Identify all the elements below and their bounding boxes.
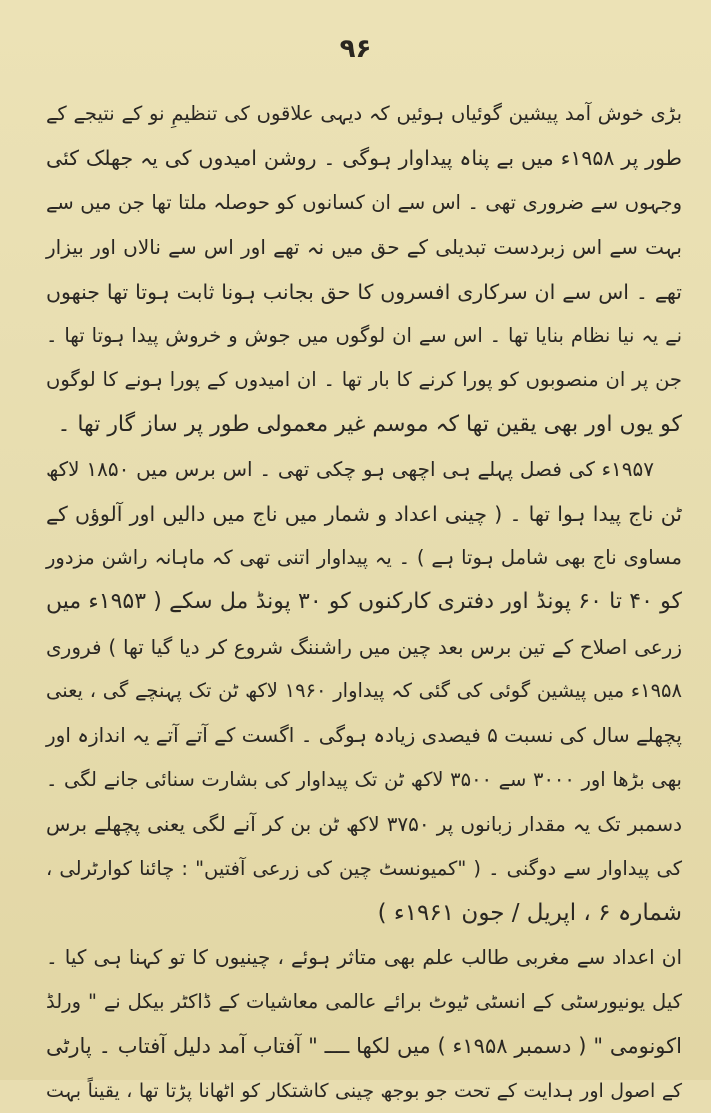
text-line: ٹن ناج پیدا ہوا تھا ۔ ( چینی اعداد و شمار میں ناج میں دالیں اور آلوؤں کے (46, 501, 682, 526)
text-line: ۱۹۵۸ء میں پیشین گوئی کی گئی کہ پیداوار ۱۹۶۰ لاکھ ٹن تک پہنچے گی ، یعنی (46, 679, 682, 703)
text-line: طور پر ۱۹۵۸ء میں بے پناہ پیداوار ہوگی ۔ روشن امیدوں کی یہ جھلک کئی (46, 146, 682, 171)
text-line: ۱۹۵۷ء کی فصل پہلے ہی اچھی ہو چکی تھی ۔ اس برس میں ۱۸۵۰ لاکھ (46, 457, 654, 482)
text-line: کے اصول اور ہدایت کے تحت جو بوجھ چینی کاشتکار کو اٹھانا پڑتا تھا ، یقیناً بہت (46, 1079, 682, 1102)
text-line: بہت سے اس زبردست تبدیلی کے حق میں نہ تھے اور اس سے نالاں اور بیزار (46, 235, 682, 260)
text-line: دسمبر تک یہ مقدار زبانوں پر ۳۷۵۰ لاکھ ٹن بن کر آنے لگی یعنی پچھلے برس (46, 812, 682, 837)
text-line: زرعی اصلاح کے تین برس بعد چین میں راشننگ شروع کر دیا گیا تھا ) فروری (46, 634, 682, 659)
text-line: پچھلے سال کی نسبت ۵ فیصدی زیادہ ہوگی ۔ اگست کے آتے آتے یہ اندازہ اور (46, 723, 682, 748)
page-number: ۹۶ (339, 34, 372, 64)
text-line: کو یوں اور بھی یقین تھا کہ موسم غیر معمولی طور پر ساز گار تھا ۔ (57, 411, 682, 437)
text-line: اکونومی " ( دسمبر ۱۹۵۸ء ) میں لکھا ــــ " آفتاب آمد دلیل آفتاب ۔ پارٹی (46, 1034, 682, 1059)
text-line: بڑی خوش آمد پیشین گوئیاں ہوئیں کہ دیہی علاقوں کی تنظیمِ نو کے نتیجے کے (46, 102, 682, 125)
text-line: ان اعداد سے مغربی طالب علم بھی متاثر ہوئے ، چینیوں کا تو کہنا ہی کیا ۔ (46, 945, 682, 970)
text-line: کیل یونیورسٹی کے انسٹی ٹیوٹ برائے عالمی معاشیات کے ڈاکٹر بیکل نے " ورلڈ (46, 989, 682, 1013)
text-line: شمارہ ۶ ، اپریل / جون ۱۹۶۱ء ) (377, 900, 682, 927)
text-line: کی پیداوار سے دوگنی ۔ ( "کمیونسٹ چین کی زرعی آفتیں" : چائنا کوارٹرلی ، (46, 856, 682, 880)
text-line: بھی بڑھا اور ۳۰۰۰ سے ۳۵۰۰ لاکھ ٹن تک پیداوار کی بشارت سنائی جانے لگی ۔ (46, 767, 682, 791)
text-line: مساوی ناج بھی شامل ہوتا ہے ) ۔ یہ پیداوار اتنی تھی کہ ماہانہ راشن مزدور (46, 545, 682, 569)
page-body-text (46, 92, 682, 1113)
text-line: نے یہ نیا نظام بنایا تھا ۔ اس سے ان لوگوں میں جوش و خروش پیدا ہوتا تھا ۔ (46, 323, 682, 347)
text-line: تھے ۔ اس سے ان سرکاری افسروں کا حق بجانب ہونا ثابت ہوتا تھا جنھوں (46, 279, 682, 304)
text-line: کو ۴۰ تا ۶۰ پونڈ اور دفتری کارکنوں کو ۳۰ پونڈ مل سکے ( ۱۹۵۳ء میں (46, 589, 683, 615)
text-line: وجہوں سے ضروری تھی ۔ اس سے ان کسانوں کو حوصلہ ملتا تھا جن میں سے (46, 190, 682, 214)
text-line: جن پر ان منصوبوں کو پورا کرنے کا بار تھا ۔ ان امیدوں کے پورا ہونے کا لوگوں (46, 368, 682, 392)
